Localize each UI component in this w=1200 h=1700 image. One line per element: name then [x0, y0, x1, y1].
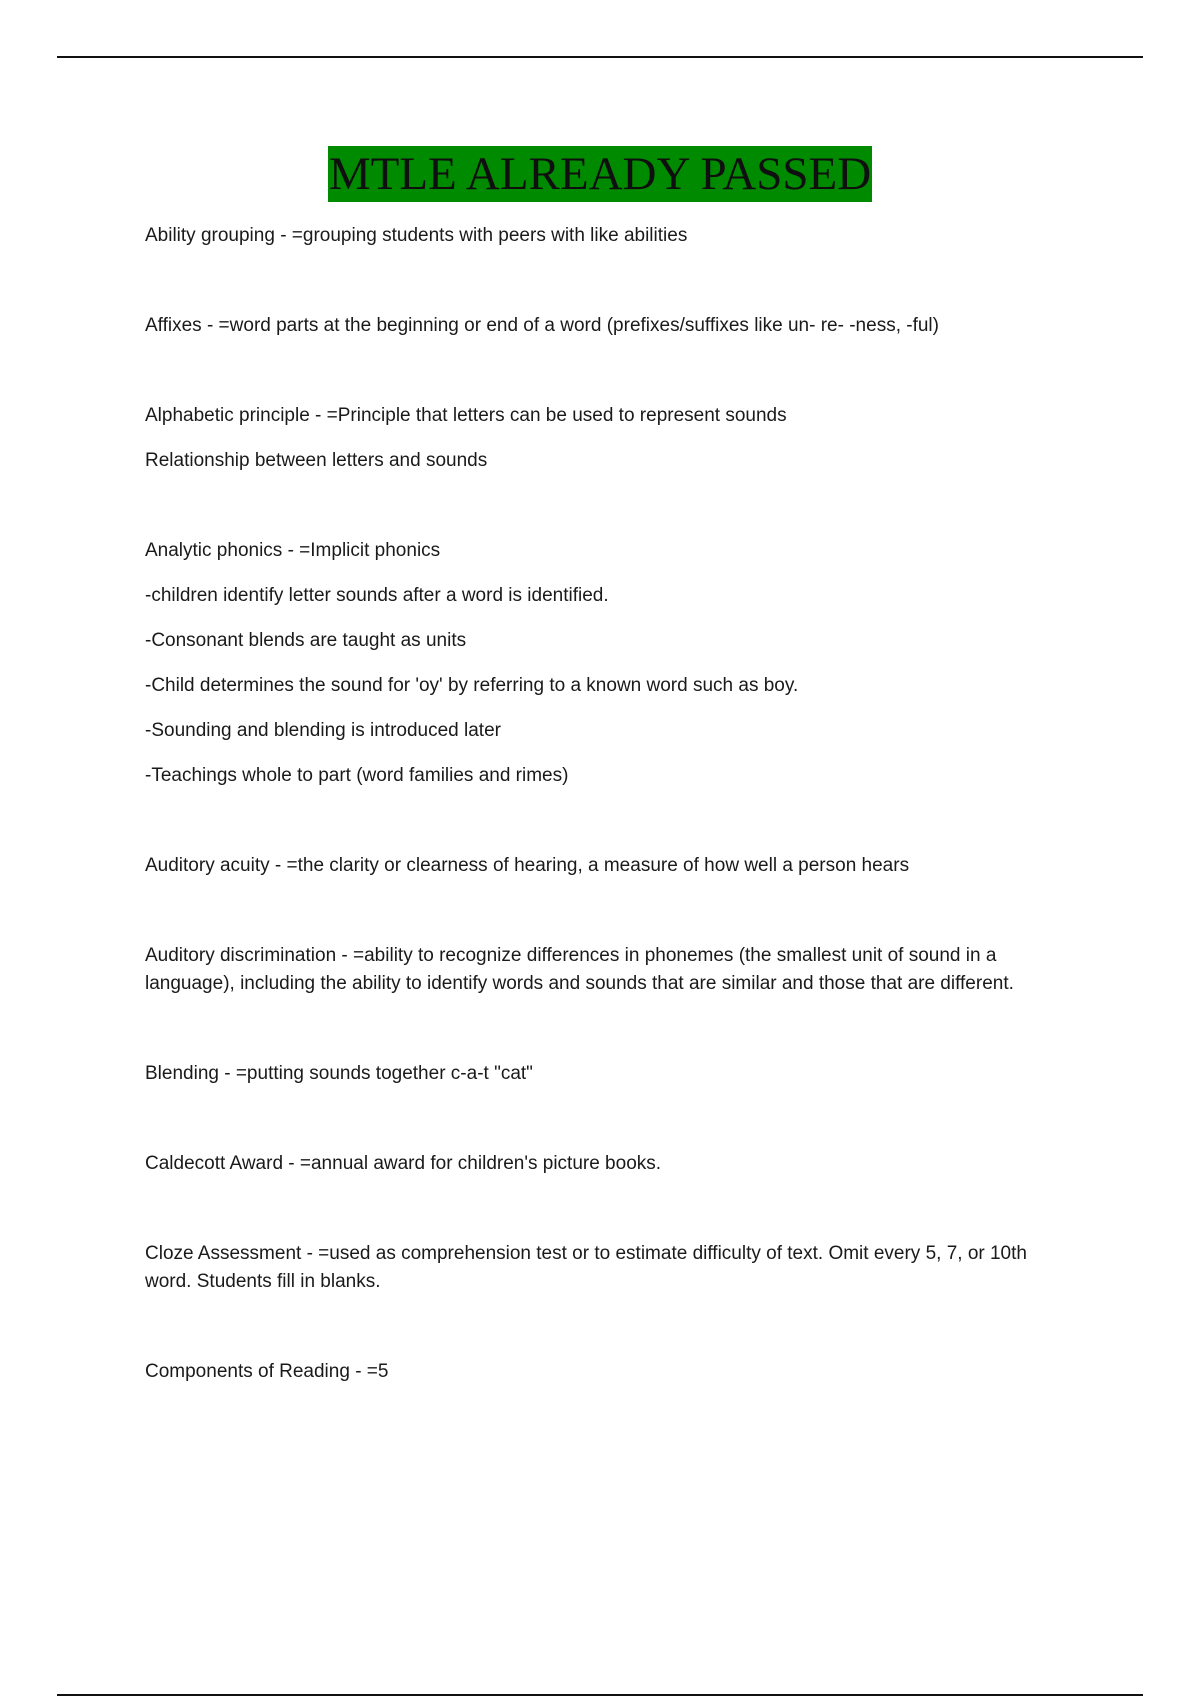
entry-text: Auditory acuity - =the clarity or clearness of hearing, a measure of how well a person hears	[145, 855, 910, 876]
top-rule	[57, 56, 1143, 58]
glossary-list	[145, 222, 1075, 1448]
entry-text: -children identify letter sounds after a word is identified.	[145, 585, 609, 606]
glossary-entry-ability-grouping	[145, 222, 1075, 250]
entry-text: Affixes - =word parts at the beginning or end of a word (prefixes/suffixes like un- re- -ness, -ful)	[145, 315, 939, 336]
document-title: MTLE ALREADY PASSED	[328, 148, 872, 200]
glossary-entry-auditory-acuity	[145, 852, 1075, 880]
entry-text: -Teachings whole to part (word families and rimes)	[145, 765, 569, 786]
entry-text: Alphabetic principle - =Principle that letters can be used to represent sounds	[145, 405, 787, 426]
entry-text: Analytic phonics - =Implicit phonics	[145, 540, 441, 561]
glossary-entry-affixes	[145, 312, 1075, 340]
title-container	[0, 146, 1200, 202]
glossary-entry-cloze-assessment	[145, 1240, 1075, 1296]
entry-text: Auditory discrimination - =ability to recognize differences in phonemes (the smallest unit of sound in a language), including the ability to identify words and sounds that are similar and those that are different.	[145, 945, 1014, 994]
entry-text: -Consonant blends are taught as units	[145, 630, 467, 651]
glossary-entry-alphabetic-principle	[145, 402, 1075, 475]
glossary-entry-auditory-discrimination	[145, 942, 1075, 998]
entry-text: -Sounding and blending is introduced later	[145, 720, 501, 741]
entry-text: Cloze Assessment - =used as comprehension test or to estimate difficulty of text. Omit every 5, 7, or 10th word. Students fill in blanks.	[145, 1243, 1027, 1292]
entry-text: Relationship between letters and sounds	[145, 450, 488, 471]
glossary-entry-analytic-phonics	[145, 537, 1075, 790]
glossary-entry-caldecott-award	[145, 1150, 1075, 1178]
bottom-rule	[57, 1694, 1143, 1696]
entry-text: Caldecott Award - =annual award for children's picture books.	[145, 1153, 662, 1174]
entry-text: Blending - =putting sounds together c-a-t "cat"	[145, 1063, 533, 1084]
glossary-entry-blending	[145, 1060, 1075, 1088]
entry-text: -Child determines the sound for 'oy' by referring to a known word such as boy.	[145, 675, 799, 696]
glossary-entry-components-of-reading	[145, 1358, 1075, 1386]
entry-text: Ability grouping - =grouping students with peers with like abilities	[145, 225, 688, 246]
entry-text: Components of Reading - =5	[145, 1361, 389, 1382]
